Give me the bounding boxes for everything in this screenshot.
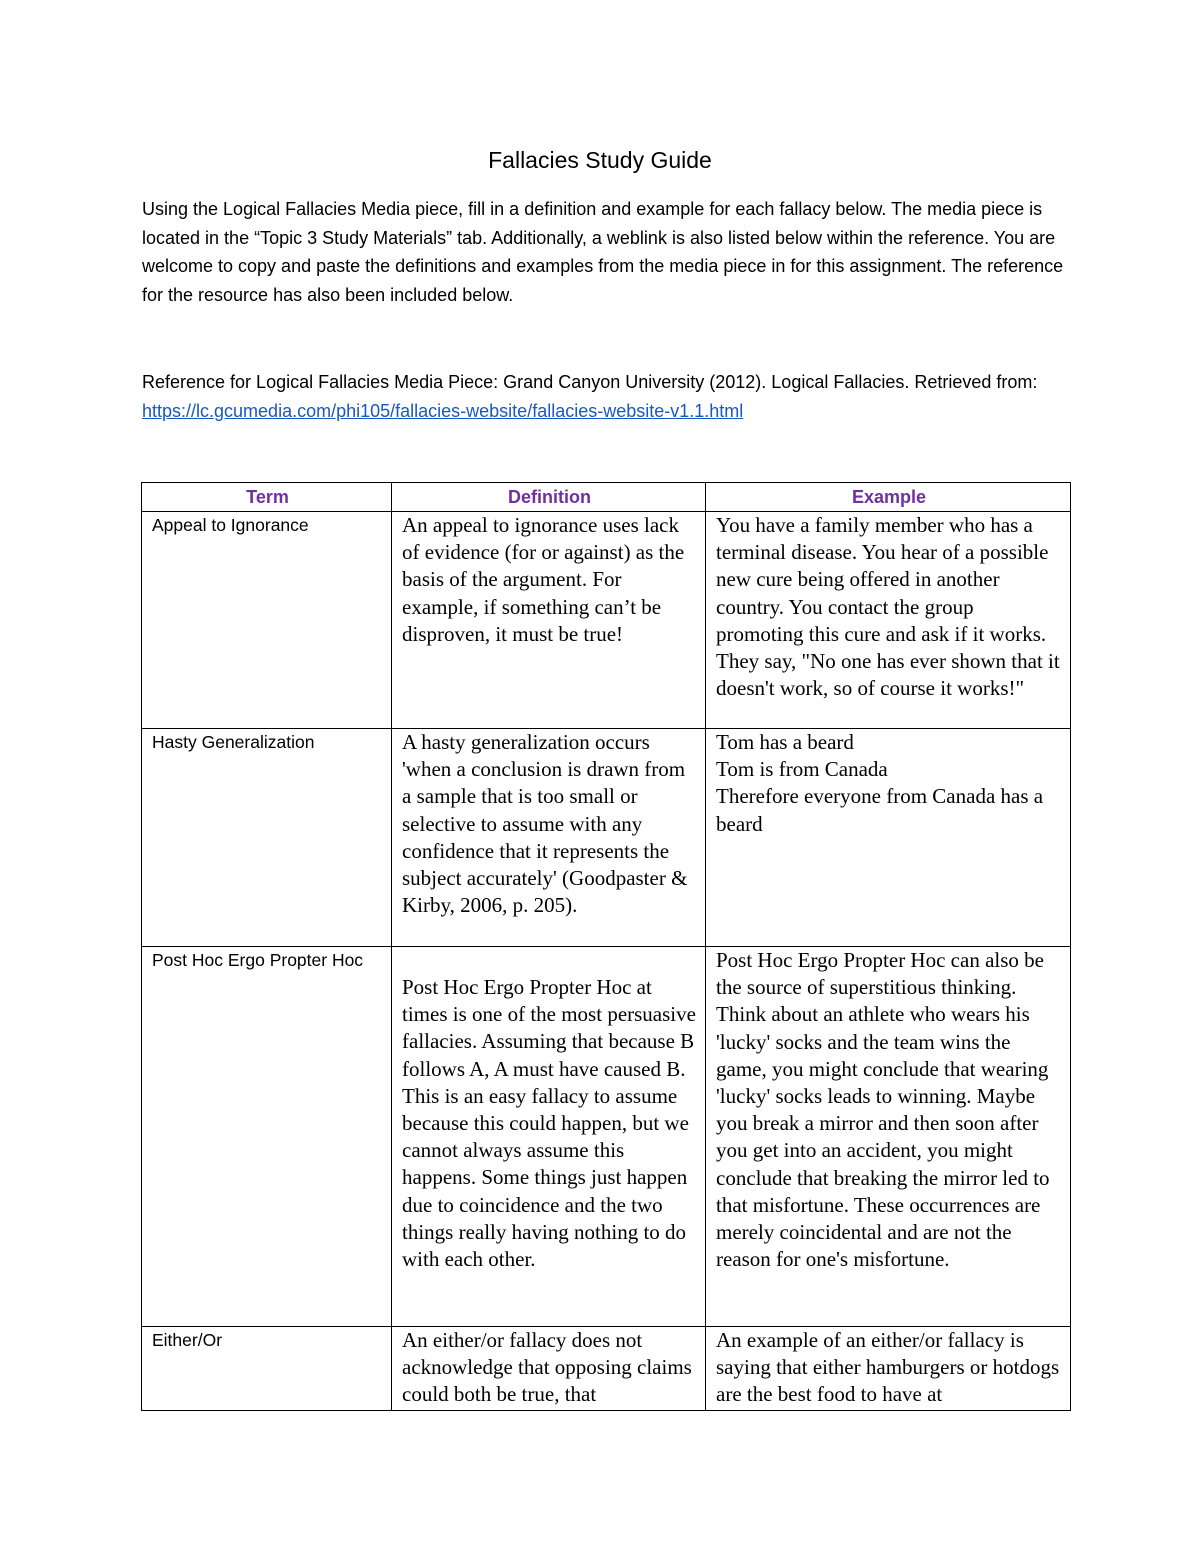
table-row: [142, 729, 1071, 947]
definition-column-header: Definition: [392, 483, 706, 512]
example-column-header: Example: [706, 483, 1071, 512]
term-cell: Post Hoc Ergo Propter Hoc: [142, 947, 392, 1327]
definition-text: Post Hoc Ergo Propter Hoc at times is one of the most persuasive fallacies. Assuming that because B follows A, A must have caused B. This is an easy fallacy to assume because this could happen, but we cannot always assume this happens. Some things just happen due to coincidence and the two things really having nothing to do with each other.: [402, 975, 696, 1272]
reference-paragraph: [142, 368, 1077, 425]
example-line: Therefore everyone from Canada has a beard: [716, 784, 1049, 836]
cell-spacer: [402, 947, 697, 974]
term-column-header: Term: [142, 483, 392, 512]
table-row: [142, 947, 1071, 1327]
fallacies-table: [141, 482, 1071, 1411]
example-line: Tom is from Canada: [716, 757, 888, 782]
term-cell: Either/Or: [142, 1327, 392, 1411]
table-row: [142, 1327, 1071, 1411]
example-cell: [706, 729, 1071, 947]
example-line: Tom has a beard: [716, 730, 854, 754]
definition-cell: An appeal to ignorance uses lack of evidence (for or against) as the basis of the argument. For example, if something can’t be disproven, it must be true!: [392, 512, 706, 729]
example-cell: An example of an either/or fallacy is saying that either hamburgers or hotdogs are the best food to have at: [706, 1327, 1071, 1411]
table-header-row: [142, 483, 1071, 512]
reference-text: Reference for Logical Fallacies Media Piece: Grand Canyon University (2012). Logical Fallacies. Retrieved from:: [142, 372, 1038, 392]
term-cell: Appeal to Ignorance: [142, 512, 392, 729]
example-cell: You have a family member who has a terminal disease. You hear of a possible new cure being offered in another country. You contact the group promoting this cure and ask if it works. They say, "No one has ever shown that it doesn't work, so of course it works!": [706, 512, 1071, 729]
reference-link[interactable]: https://lc.gcumedia.com/phi105/fallacies-website/fallacies-website-v1.1.html: [142, 400, 744, 421]
definition-cell: [392, 947, 706, 1327]
instructions-paragraph: Using the Logical Fallacies Media piece, fill in a definition and example for each fallacy below. The media piece is located in the “Topic 3 Study Materials” tab. Additionally, a weblink is also listed below within the reference. You are welcome to copy and paste the definitions and examples from the media piece in for this assignment. The reference for the resource has also been included below.: [142, 199, 1064, 305]
definition-cell: An either/or fallacy does not acknowledge that opposing claims could both be true, that: [392, 1327, 706, 1411]
term-cell: Hasty Generalization: [142, 729, 392, 947]
document-title: Fallacies Study Guide: [488, 147, 712, 173]
example-cell: Post Hoc Ergo Propter Hoc can also be the source of superstitious thinking. Think about an athlete who wears his 'lucky' socks and the team wins the game, you might conclude that wearing 'lucky' socks leads to winning. Maybe you break a mirror and then soon after you get into an accident, you might conclude that breaking the mirror led to that misfortune. These occurrences are merely coincidental and are not the reason for one's misfortune.: [706, 947, 1071, 1327]
table-row: [142, 512, 1071, 729]
definition-cell: A hasty generalization occurs 'when a conclusion is drawn from a sample that is too small or selective to assume with any confidence that it represents the subject accurately' (Goodpaster & Kirby, 2006, p. 205).: [392, 729, 706, 947]
